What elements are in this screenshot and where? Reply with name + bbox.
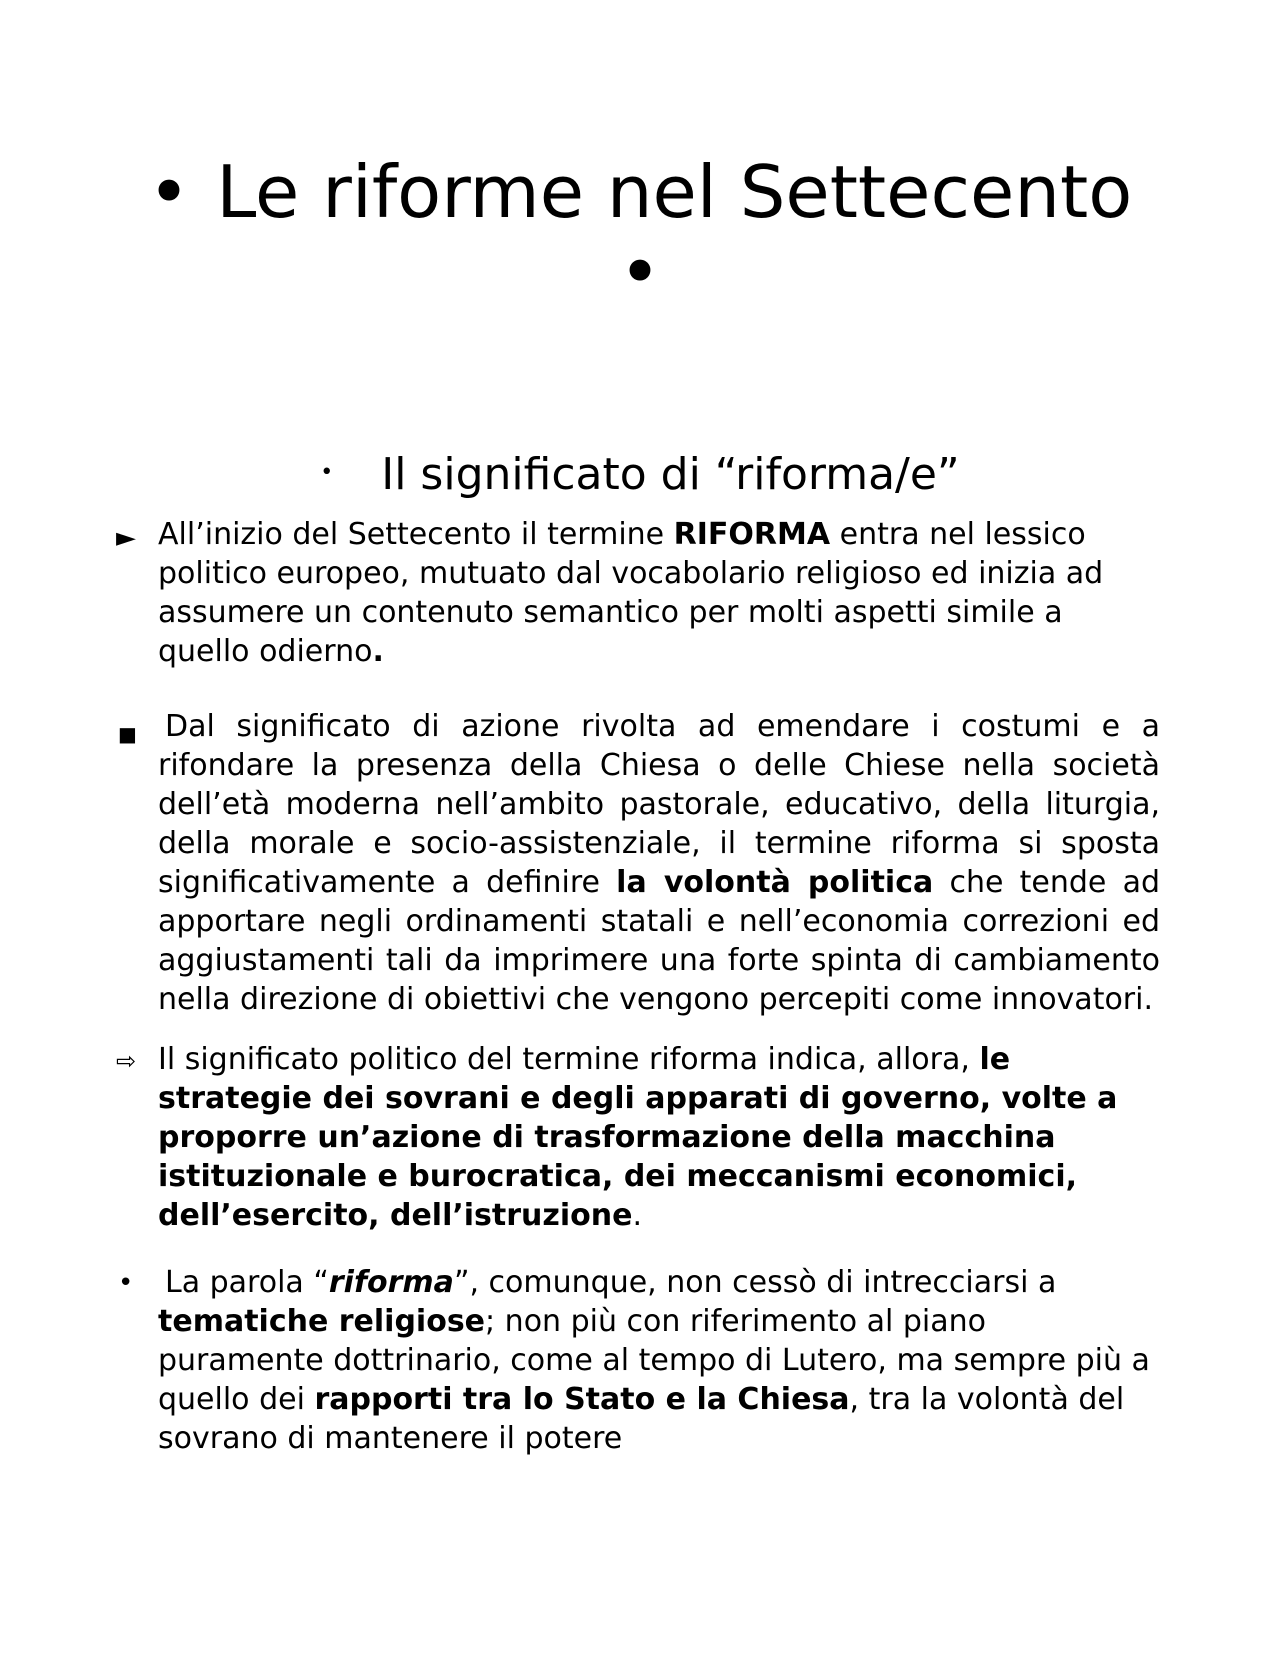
bold-italic-run: riforma [328,1265,454,1300]
title-trailing-bullet-icon: • [618,230,662,314]
paragraph-riforma-intro [158,515,1160,671]
text-run: Dal significato di azione rivolta ad emendare i costumi e a rifondare la presenza della Chiesa o delle Chiese nella società dell’età moderna nell’ambito pastorale, educativo, della liturgia, della morale e socio-assistenziale, il termine riforma si sposta significativamente a definire [158,709,1160,900]
text-run: , tra la volontà del sovrano di mantenere il potere [158,1382,1125,1456]
bold-run: tematiche religiose [158,1304,486,1339]
round-bullet-icon: • [118,1268,134,1298]
bold-run: RIFORMA [673,517,831,552]
text-run: che tende ad apportare negli ordinamenti statali e nell’economia correzioni ed aggiustamenti tali da imprimere una forte spinta di cambiamento nella direzione di obiettivi che vengono percepiti come innovatori. [158,865,1160,1017]
bold-run: rapporti tra lo Stato e la Chiesa [314,1382,850,1417]
text-run: . [632,1198,643,1233]
bold-run: la volontà politica [616,865,934,900]
text-run: All’inizio del Settecento il termine [158,517,674,552]
bold-run: . [372,634,384,669]
page-title [0,152,1280,232]
text-run: entra nel lessico politico europeo, mutuato dal vocabolario religioso ed inizia ad assumere un contenuto semantico per molti aspetti simile a quello odierno [158,517,1104,669]
title-text: Le riforme nel Settecento [216,150,1133,234]
title-bullet-icon: • [147,150,191,234]
bold-run: le strategie dei sovrani e degli apparati di governo, volte a proporre un’azione di trasformazione della macchina istituzionale e burocratica, dei meccanismi economici, dell’esercito, dell’istruzione [158,1042,1118,1233]
heading-bullet-icon: • [320,460,334,485]
paragraph-religious-themes [158,1263,1160,1458]
outline-arrow-icon: ⇨ [116,1047,137,1075]
triangle-arrow-icon: ► [116,523,136,553]
square-bullet-icon: ■ [118,722,137,746]
text-run: Il significato politico del termine riforma indica, allora, [158,1042,980,1077]
text-run: ”, comunque, non cessò di intrecciarsi a [453,1265,1057,1300]
section-heading [0,449,1280,503]
heading-text: Il significato di “riforma/e” [381,449,960,500]
text-run: La parola “ [165,1265,329,1300]
text-run: ; non più con riferimento al piano puramente dottrinario, come al tempo di Lutero, ma sempre più a quello dei [158,1304,1150,1417]
paragraph-political-meaning [158,1040,1160,1235]
paragraph-meaning-shift [158,707,1160,1019]
